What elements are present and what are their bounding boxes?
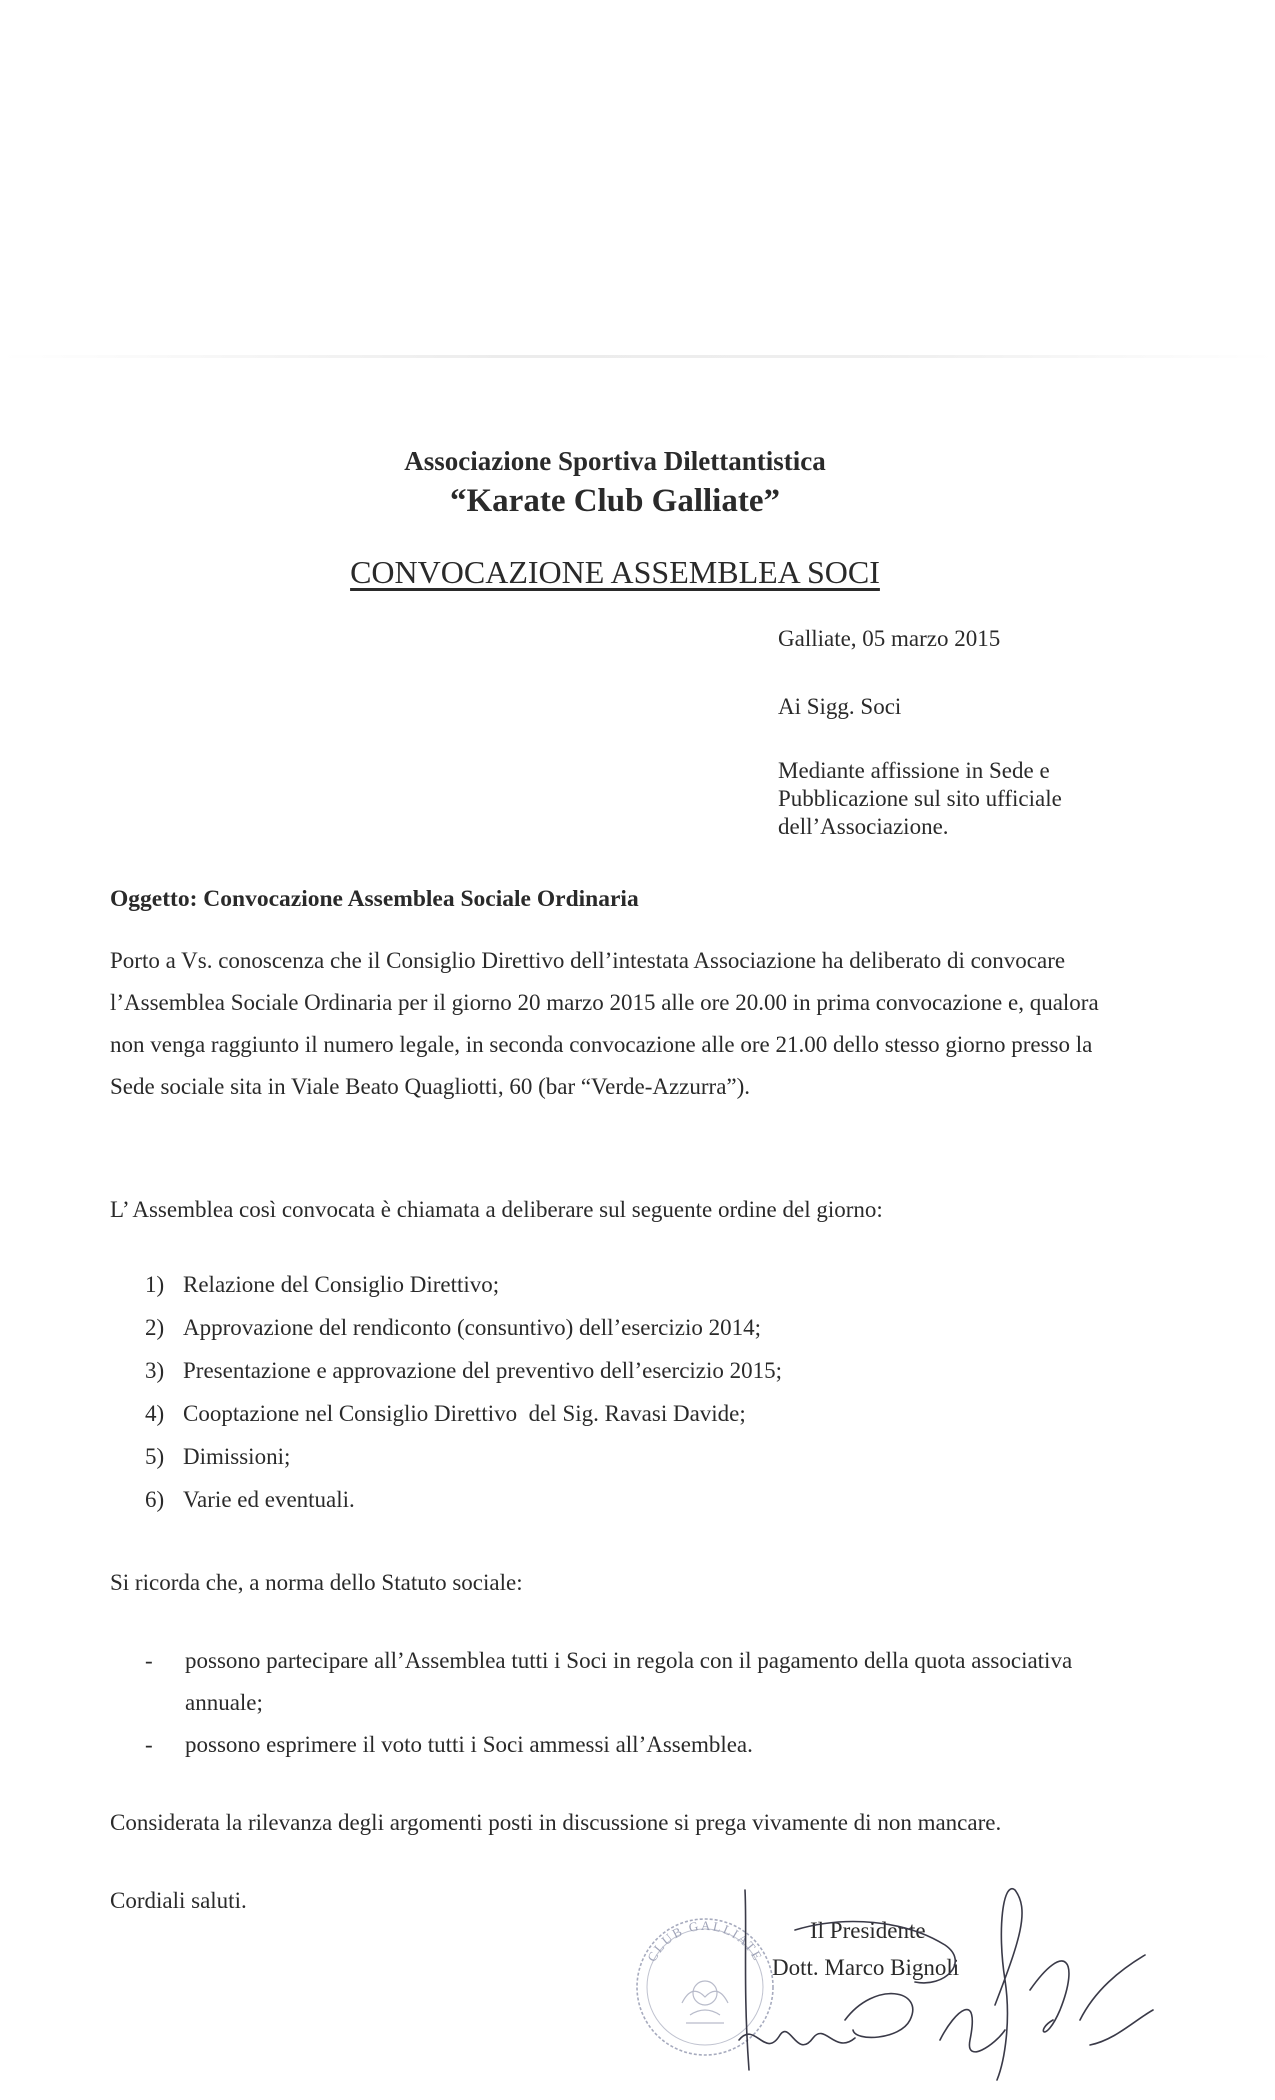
president-name: Dott. Marco Bignoli (772, 1955, 960, 1980)
statute-bullet (145, 1724, 1105, 1766)
letter-date: Galliate, 05 marzo 2015 (778, 626, 1001, 651)
statute-reminder-intro: Si ricorda che, a norma dello Statuto sociale: (110, 1570, 523, 1595)
recipient: Ai Sigg. Soci (778, 694, 902, 719)
agenda-item-number: 4) (145, 1401, 165, 1426)
notice-line: Pubblicazione sul sito ufficiale (778, 786, 1062, 811)
closing-sentence: Considerata la rilevanza degli argomenti posti in discussione si prega vivamente di non mancare. (110, 1810, 1002, 1835)
agenda-list (145, 1270, 782, 1528)
statute-bullet (145, 1640, 1105, 1724)
agenda-item-number: 5) (145, 1444, 165, 1469)
agenda-item (145, 1485, 782, 1528)
document-title: CONVOCAZIONE ASSEMBLEA SOCI (350, 554, 880, 590)
agenda-item (145, 1399, 782, 1442)
agenda-item (145, 1313, 782, 1356)
agenda-item-text: Presentazione e approvazione del preventivo dell’esercizio 2015; (183, 1358, 783, 1383)
club-name: “Karate Club Galliate” (450, 483, 780, 519)
subject-line: Oggetto: Convocazione Assemblea Sociale Ordinaria (110, 886, 639, 912)
bullet-dash: - (145, 1732, 153, 1757)
agenda-item-number: 1) (145, 1272, 165, 1297)
agenda-item-number: 6) (145, 1487, 165, 1512)
bullet-dash: - (145, 1648, 153, 1673)
convocation-paragraph: Porto a Vs. conoscenza che il Consiglio Direttivo dell’intestata Associazione ha deliberato di convocare l’Assemblea Sociale Ordinaria per il giorno 20 marzo 2015 alle ore 20.00 in prima convocazione e, qualora non venga raggiunto il numero legale, in seconda convocazione alle ore 21.00 dello stesso giorno presso la Sede sociale sita in Viale Beato Quagliotti, 60 (bar “Verde-Azzurra”). (110, 948, 1099, 1099)
scan-edge-shadow (0, 355, 1275, 358)
agenda-item-number: 2) (145, 1315, 165, 1340)
greeting: Cordiali saluti. (110, 1888, 247, 1913)
agenda-item (145, 1270, 782, 1313)
agenda-item-text: Dimissioni; (183, 1444, 291, 1469)
statute-bullet-text: possono partecipare all’Assemblea tutti i Soci in regola con il pagamento della quota associativa annuale; (185, 1648, 1073, 1715)
president-title: Il Presidente (810, 1918, 926, 1943)
statute-bullet-text: possono esprimere il voto tutti i Soci ammessi all’Assemblea. (185, 1732, 753, 1757)
letter-header (0, 443, 1230, 523)
agenda-intro: L’ Assemblea così convocata è chiamata a deliberare sul seguente ordine del giorno: (110, 1197, 883, 1222)
notice-line: dell’Associazione. (778, 814, 949, 839)
agenda-item-text: Relazione del Consiglio Direttivo; (183, 1272, 500, 1297)
agenda-item (145, 1442, 782, 1485)
notice-line: Mediante affissione in Sede e (778, 758, 1050, 783)
agenda-item (145, 1356, 782, 1399)
agenda-item-text: Approvazione del rendiconto (consuntivo) dell’esercizio 2014; (183, 1315, 762, 1340)
agenda-item-text: Varie ed eventuali. (183, 1487, 355, 1512)
date-recipient-block (778, 625, 1218, 841)
statute-bullet-list (145, 1640, 1105, 1766)
organization-name: Associazione Sportiva Dilettantistica (404, 446, 826, 476)
agenda-item-number: 3) (145, 1358, 165, 1383)
stamp-text: CLUB GALLIATE (643, 1917, 767, 1965)
handwritten-signature (735, 1870, 1155, 2085)
agenda-item-text: Cooptazione nel Consiglio Direttivo del Sig. Ravasi Davide; (183, 1401, 746, 1426)
